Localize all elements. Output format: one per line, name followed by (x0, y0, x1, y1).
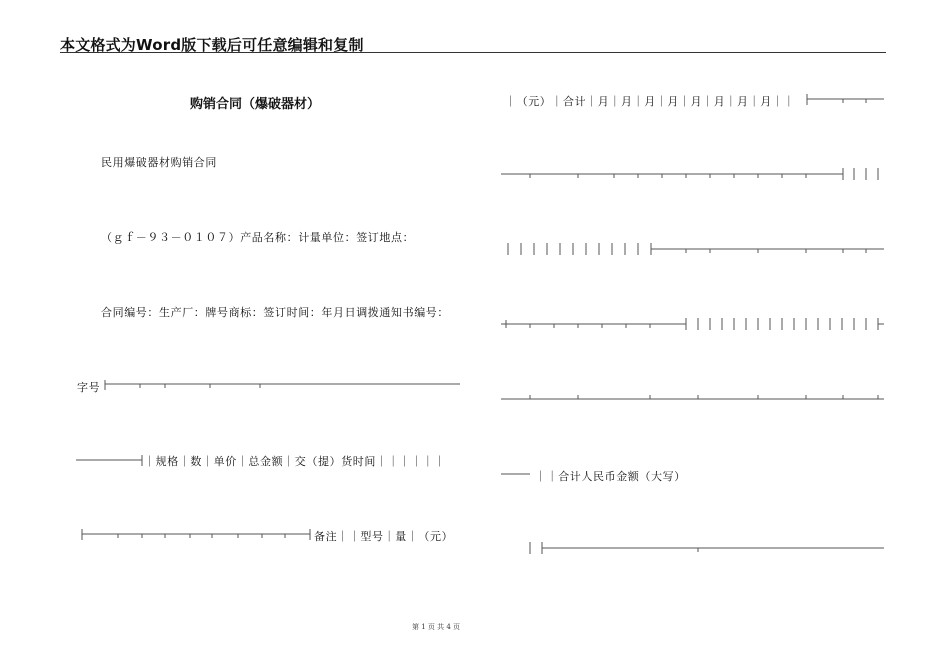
page-footer: 第 1 页 共 4 页 (412, 623, 461, 631)
total-row-line: ｜（元）｜合计｜月｜月｜月｜月｜月｜月｜月｜月｜｜ (505, 95, 795, 108)
page-header-title: 本文格式为Word版下载后可任意编辑和复制 (60, 36, 364, 54)
contract-name-line: 民用爆破器材购销合同 (101, 156, 217, 169)
serial-label: 字号 (77, 381, 101, 394)
table-header-line: ｜规格｜数｜单价｜总金额｜交（提）货时间｜｜｜｜｜｜ (144, 455, 446, 468)
product-info-line: （ｇｆ－９３－０１０７）产品名称：计量单位：签订地点： (101, 231, 415, 244)
remarks-line: 备注｜｜型号｜量｜（元） (314, 530, 454, 543)
contract-number-line: 合同编号：生产厂：牌号商标：签订时间：年月日调拨通知书编号： (101, 306, 449, 319)
document-title: 购销合同（爆破器材） (190, 97, 321, 112)
total-rmb-line: ｜｜合计人民币金额（大写） (535, 470, 686, 483)
